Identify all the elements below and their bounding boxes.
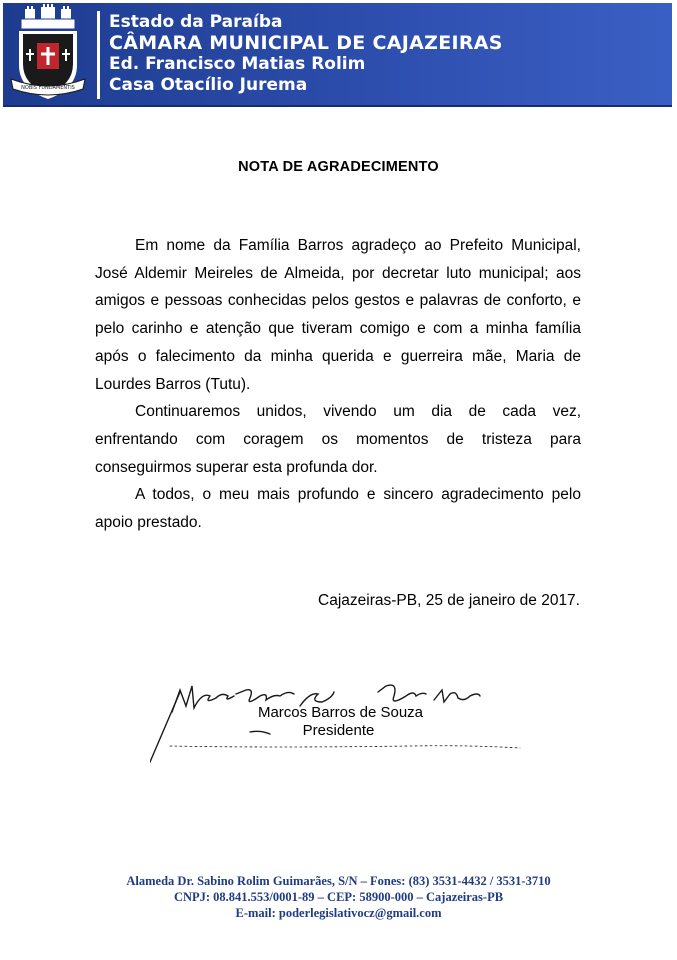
document-title: NOTA DE AGRADECIMENTO (238, 159, 439, 175)
footer-ids: CNPJ: 08.841.553/0001-89 – CEP: 58900-000 – Cajazeiras-PB (173, 890, 504, 904)
document-body (95, 232, 581, 537)
date-line: Cajazeiras-PB, 25 de janeiro de 2017. (318, 592, 580, 609)
paragraph: Em nome da Família Barros agradeço ao Prefeito Municipal, José Aldemir Meireles de Almeida, por decretar luto municipal; aos amigos e pessoas conhecidas pelos gestos e palavras de conforto, e pelo carinho e atenção que tiveram comigo e com a minha família após o falecimento da minha querida e guerreira mãe, Maria de Lourdes Barros (Tutu). (95, 237, 581, 393)
paragraph: Continuaremos unidos, vivendo um dia de cada vez, enfrentando com coragem os momentos de tristeza para conseguirmos superar esta profunda dor. (95, 403, 581, 476)
state-name: Estado da Paraíba (109, 12, 283, 32)
paragraph: A todos, o meu mais profundo e sincero agradecimento pelo apoio prestado. (95, 486, 581, 532)
svg-text:NOBIS FUNDAMENTIS: NOBIS FUNDAMENTIS (21, 85, 75, 91)
signer-name: Marcos Barros de Souza (257, 704, 424, 721)
building-name: Ed. Francisco Matias Rolim (109, 54, 366, 74)
chamber-name: CÂMARA MUNICIPAL DE CAJAZEIRAS (109, 32, 503, 54)
footer-email: E-mail: poderlegislativocz@gmail.com (235, 906, 442, 920)
signer-role: Presidente (302, 722, 375, 739)
footer-address: Alameda Dr. Sabino Rolim Guimarães, S/N – Fones: (83) 3531-4432 / 3531-3710 (126, 874, 551, 888)
house-name: Casa Otacílio Jurema (109, 75, 308, 95)
letterhead-text (109, 12, 503, 96)
header-divider (97, 11, 100, 99)
letterhead-banner (3, 3, 672, 107)
city-crest-icon (3, 3, 93, 105)
footer-contact (0, 873, 677, 921)
